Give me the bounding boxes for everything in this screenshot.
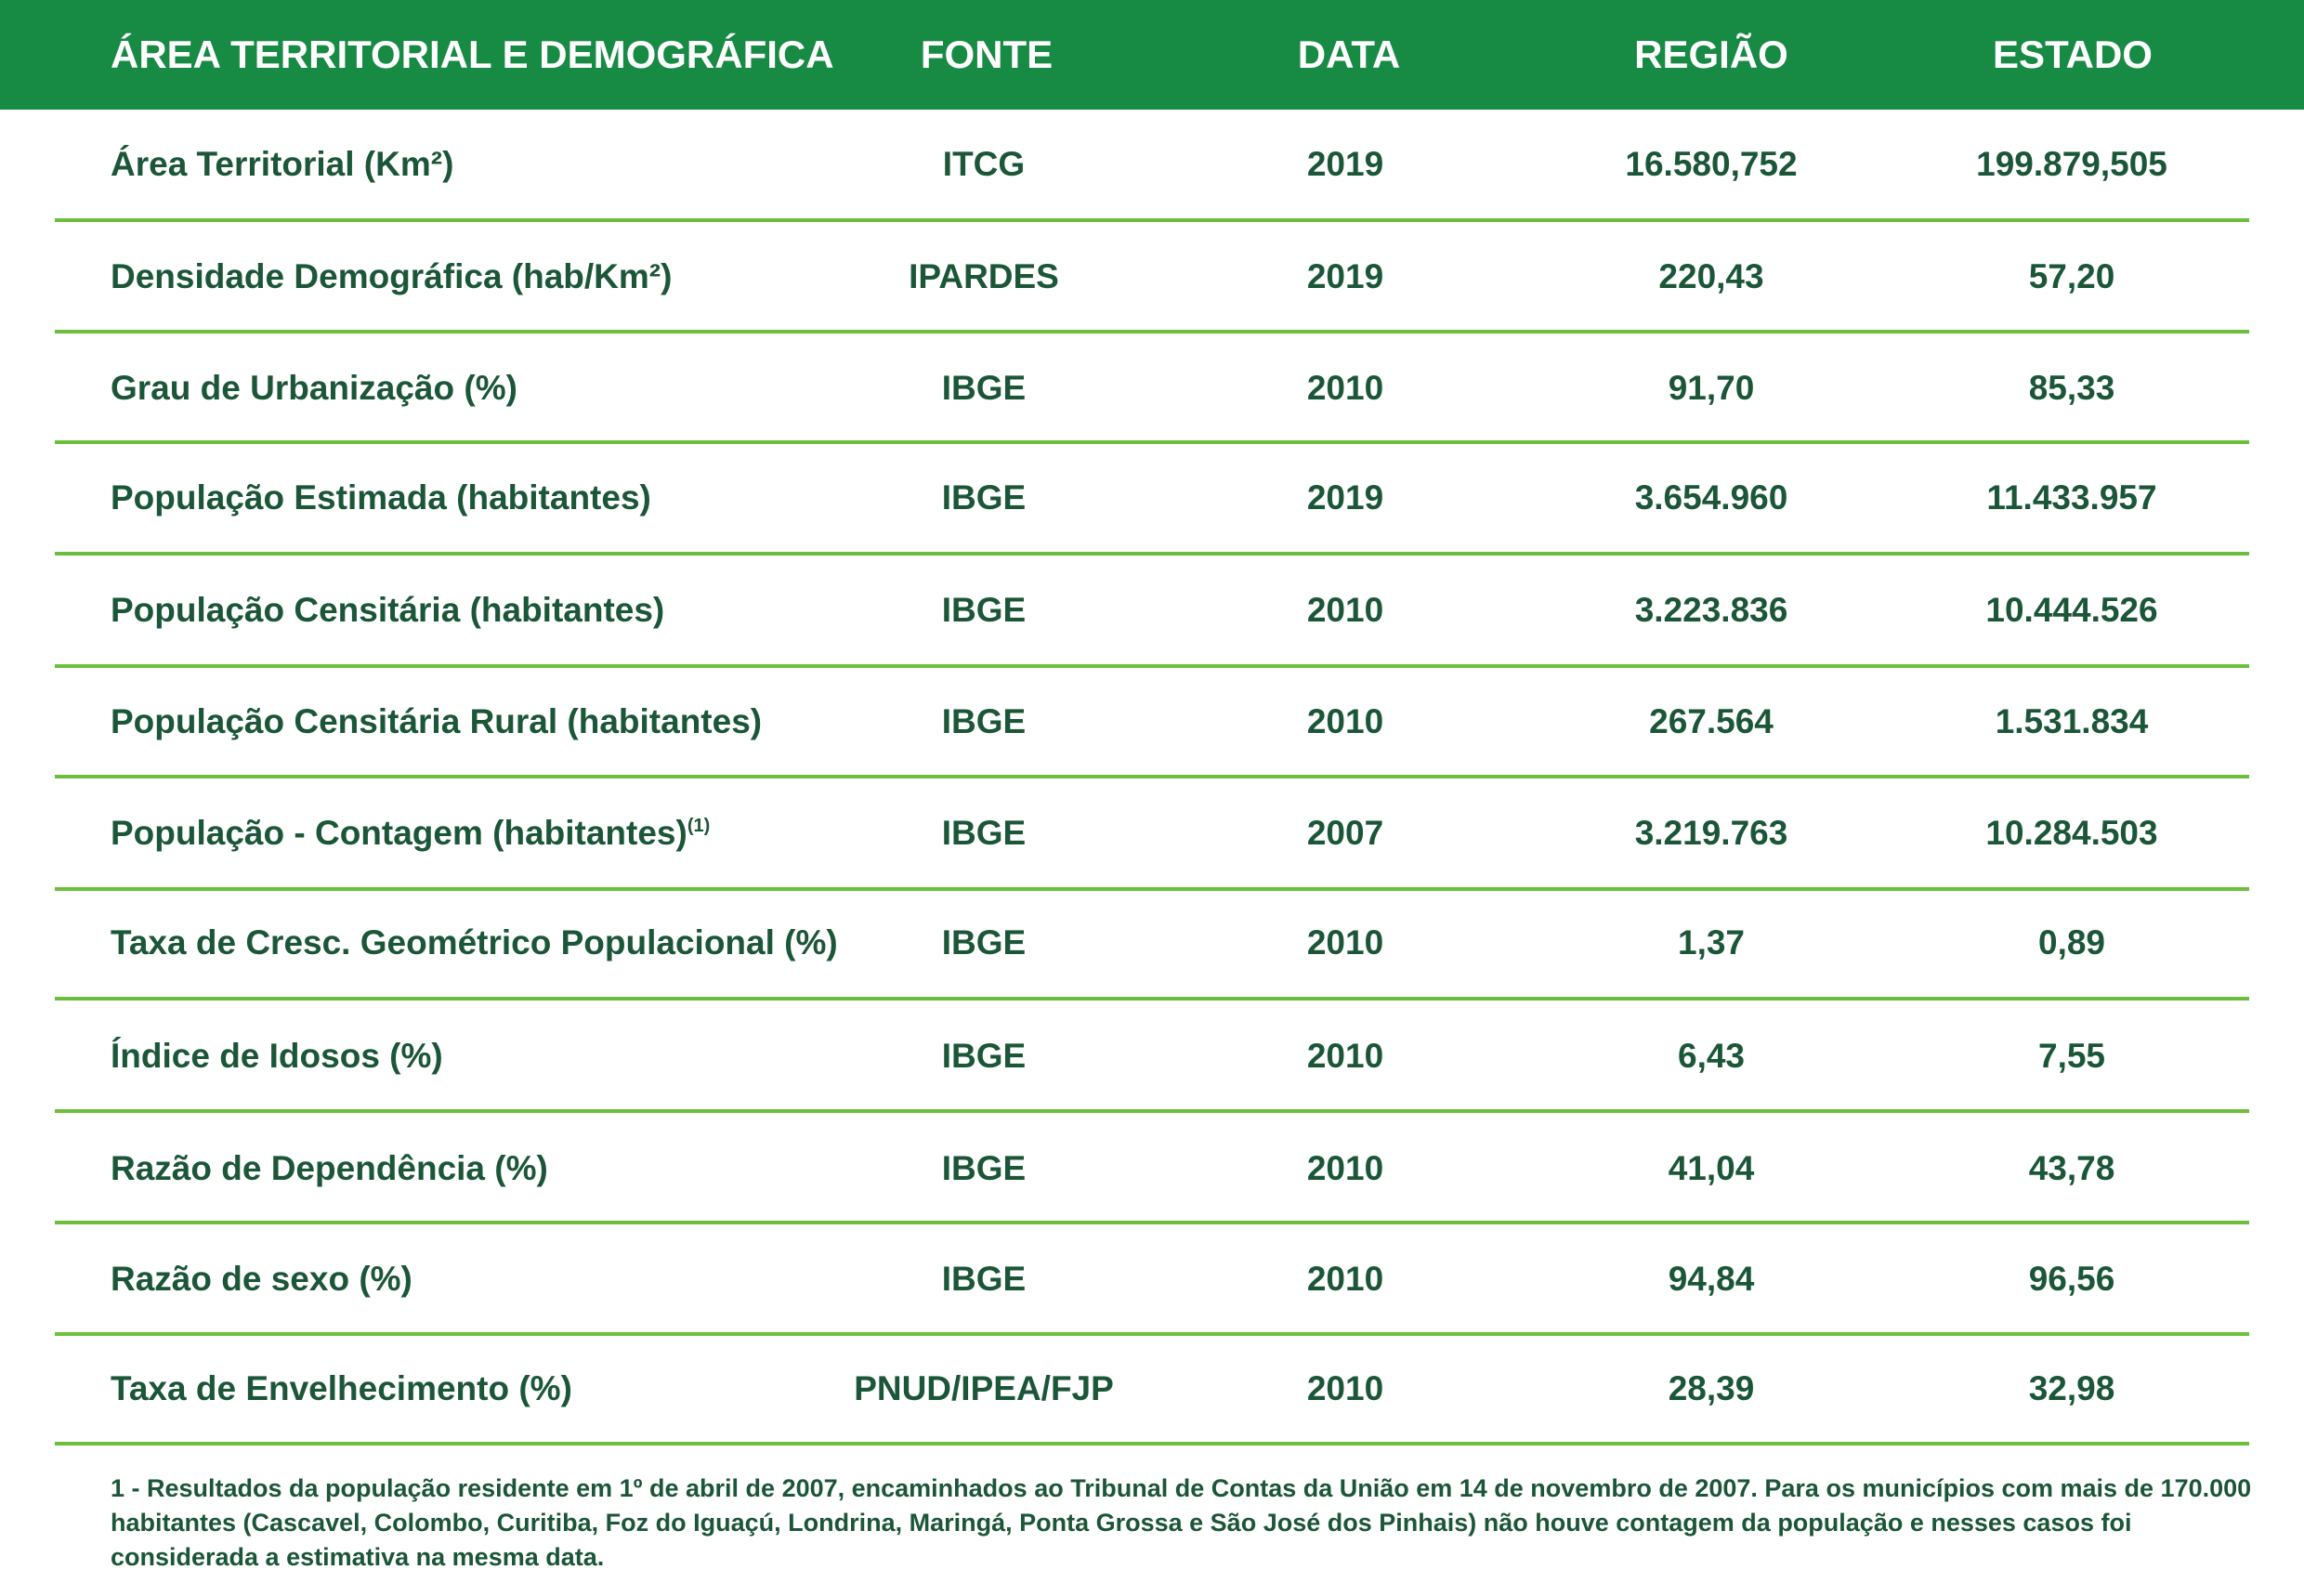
header-area-territorial: ÁREA TERRITORIAL E DEMOGRÁFICA (111, 33, 834, 76)
row-fonte: IBGE (941, 369, 1027, 407)
row-regiao: 16.580,752 (1625, 145, 1798, 183)
row-estado: 1.531.834 (1995, 702, 2149, 740)
row-data: 2010 (1306, 1037, 1384, 1075)
row-data: 2010 (1306, 1149, 1384, 1187)
row-data: 2019 (1306, 478, 1384, 517)
row-fonte: IPARDES (909, 257, 1059, 295)
table-row (0, 443, 2304, 552)
row-data: 2010 (1306, 1369, 1384, 1407)
row-fonte: IBGE (941, 591, 1027, 629)
row-label: Índice de Idosos (%) (111, 1037, 443, 1075)
row-fonte: IBGE (941, 1037, 1027, 1075)
row-label-cell (111, 778, 710, 887)
row-label: Taxa de Cresc. Geométrico Populacional (%) (111, 923, 838, 962)
row-data: 2010 (1306, 369, 1384, 407)
row-label: Grau de Urbanização (%) (111, 369, 517, 407)
table-row (0, 667, 2304, 776)
row-fonte: IBGE (941, 702, 1027, 740)
row-label: Razão de sexo (%) (111, 1260, 412, 1298)
table-header (0, 0, 2304, 110)
row-data: 2019 (1306, 257, 1384, 295)
footnote-marker: (1) (687, 816, 711, 836)
header-regiao: REGIÃO (1634, 33, 1788, 76)
row-fonte: IBGE (941, 1260, 1027, 1298)
row-estado: 11.433.957 (1986, 478, 2157, 517)
row-estado: 43,78 (2028, 1149, 2115, 1187)
row-fonte: IBGE (941, 478, 1027, 517)
row-regiao: 6,43 (1677, 1037, 1746, 1075)
row-regiao: 94,84 (1668, 1260, 1755, 1298)
row-label: População - Contagem (habitantes) (111, 814, 687, 852)
row-label: Área Territorial (Km²) (111, 145, 454, 183)
row-label: População Estimada (habitantes) (111, 478, 651, 517)
row-label: População Censitária Rural (habitantes) (111, 702, 763, 740)
header-estado: ESTADO (1993, 33, 2153, 76)
row-estado: 85,33 (2028, 369, 2115, 407)
header-data: DATA (1297, 33, 1401, 76)
row-regiao: 3.219.763 (1634, 814, 1788, 852)
row-label: Razão de Dependência (%) (111, 1149, 548, 1187)
header-fonte: FONTE (920, 33, 1054, 76)
row-estado: 10.284.503 (1985, 814, 2158, 852)
row-divider (55, 1109, 2249, 1113)
row-regiao: 3.223.836 (1634, 591, 1788, 629)
row-fonte: ITCG (942, 145, 1026, 183)
row-regiao: 28,39 (1668, 1369, 1755, 1407)
row-regiao: 41,04 (1668, 1149, 1755, 1187)
row-data: 2007 (1306, 814, 1384, 852)
row-divider (55, 997, 2249, 1001)
row-fonte: IBGE (941, 814, 1027, 852)
row-estado: 199.879,505 (1976, 145, 2167, 183)
row-label: Densidade Demográfica (hab/Km²) (111, 257, 673, 295)
row-data: 2010 (1306, 591, 1384, 629)
row-data: 2019 (1306, 145, 1384, 183)
row-estado: 96,56 (2028, 1260, 2115, 1298)
row-data: 2010 (1306, 702, 1384, 740)
row-data: 2010 (1306, 1260, 1384, 1298)
row-regiao: 1,37 (1677, 923, 1746, 962)
footnote: 1 - Resultados da população residente em 1º de abril de 2007, encaminhados ao Tribunal de Contas da União em 14 de novembro de 2007. Para os municípios com mais de 170.000 habitantes (Cascavel, Colombo, Curitiba, Foz do Iguaçú, Londrina, Maringá, Ponta Grossa e São José dos Pinhais) não houve contagem da população e nesses casos foi considerada a estimativa na mesma data. (111, 1474, 2252, 1571)
table-row (0, 222, 2304, 331)
row-estado: 10.444.526 (1985, 591, 2158, 629)
row-fonte: PNUD/IPEA/FJP (854, 1369, 1114, 1407)
table-row (0, 556, 2304, 664)
table-row (0, 110, 2304, 218)
row-divider (55, 1442, 2249, 1446)
table-row (0, 778, 2304, 887)
row-estado: 32,98 (2028, 1369, 2115, 1407)
table-row (0, 1114, 2304, 1223)
table-row (0, 1334, 2304, 1443)
row-label: População Censitária (habitantes) (111, 591, 665, 629)
row-estado: 57,20 (2028, 257, 2115, 295)
table-row (0, 334, 2304, 442)
row-label: Taxa de Envelhecimento (%) (111, 1369, 572, 1407)
row-fonte: IBGE (941, 1149, 1027, 1187)
row-regiao: 3.654.960 (1634, 478, 1788, 517)
row-regiao: 91,70 (1668, 369, 1755, 407)
row-fonte: IBGE (941, 923, 1027, 962)
table-row (0, 888, 2304, 997)
row-regiao: 220,43 (1658, 257, 1764, 295)
row-estado: 0,89 (2037, 923, 2106, 962)
table-row (0, 1001, 2304, 1110)
table-row (0, 1224, 2304, 1333)
row-data: 2010 (1306, 923, 1384, 962)
row-regiao: 267.564 (1649, 702, 1774, 740)
row-estado: 7,55 (2037, 1037, 2106, 1075)
